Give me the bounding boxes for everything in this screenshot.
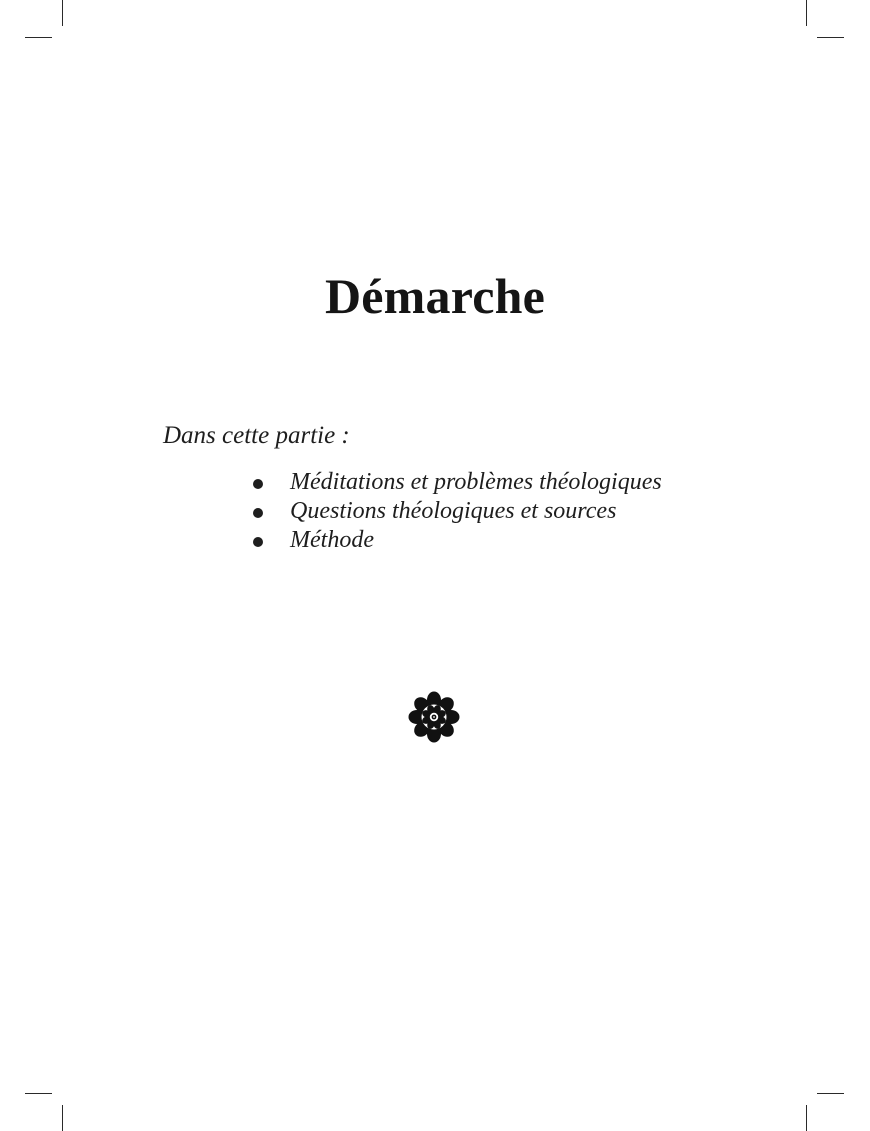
rosette-ornament-icon [408,691,460,743]
bullet-icon [253,508,263,518]
page-title: Démarche [324,268,546,324]
crop-mark-bottom-right-vertical [806,1105,807,1131]
crop-mark-bottom-left-horizontal [25,1093,52,1094]
topic-label: Méditations et problèmes théologiques [290,469,662,495]
bullet-icon [253,537,263,547]
crop-mark-top-left-horizontal [25,37,52,38]
crop-mark-top-right-horizontal [817,37,844,38]
topic-label: Questions théologiques et sources [290,498,617,524]
bullet-icon [253,479,263,489]
crop-mark-bottom-right-horizontal [817,1093,844,1094]
topic-label: Méthode [290,527,374,553]
crop-mark-bottom-left-vertical [62,1105,63,1131]
crop-mark-top-right-vertical [806,0,807,26]
intro-text: Dans cette partie : [163,422,350,449]
crop-mark-top-left-vertical [62,0,63,26]
